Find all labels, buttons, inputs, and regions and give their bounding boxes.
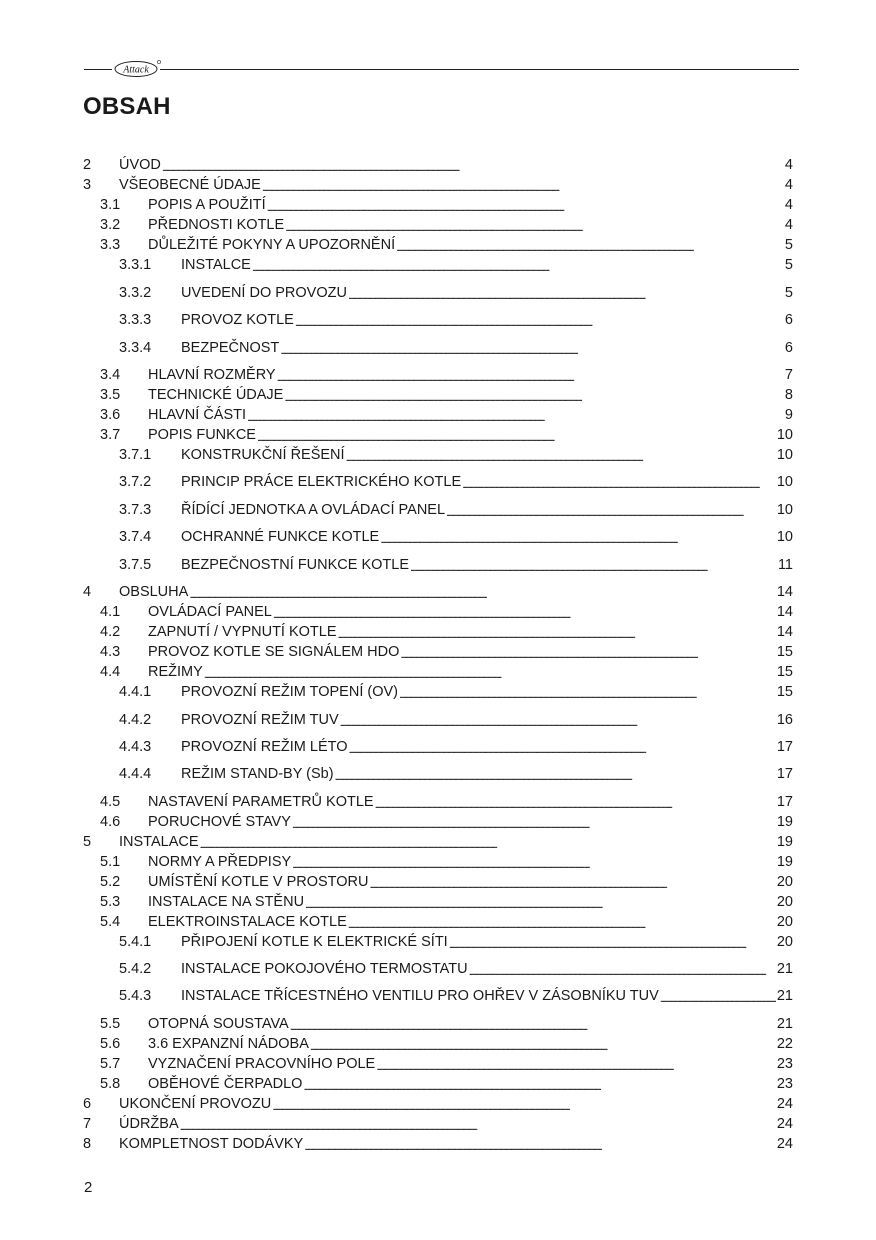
toc-dot-leader	[292, 816, 776, 831]
toc-entry[interactable]	[83, 834, 793, 854]
toc-entry-label: HLAVNÍ ROZMĚRY	[148, 367, 276, 383]
toc-entry-label: POPIS FUNKCE	[148, 427, 256, 443]
toc-dot-leader	[449, 936, 776, 951]
toc-entry-label: VYZNAČENÍ PRACOVNÍHO POLE	[148, 1056, 376, 1072]
toc-entry[interactable]	[83, 257, 793, 277]
toc-entry[interactable]	[83, 934, 793, 954]
toc-entry-number: 5.1	[100, 854, 121, 870]
toc-entry-number: 3	[83, 177, 92, 193]
toc-entry[interactable]	[83, 1136, 793, 1156]
toc-entry-label: INSTALACE POKOJOVÉHO TERMOSTATU	[181, 961, 468, 977]
toc-dot-leader	[272, 1098, 776, 1113]
toc-entry-number: 4.6	[100, 814, 121, 830]
toc-dot-leader	[446, 504, 776, 519]
toc-entry-number: 4.2	[100, 624, 121, 640]
toc-dot-leader	[660, 990, 776, 1005]
toc-entry-page: 24	[776, 1096, 793, 1112]
toc-dot-leader	[375, 796, 776, 811]
toc-entry-page: 15	[776, 644, 793, 660]
toc-entry[interactable]	[83, 367, 793, 387]
toc-dot-leader	[189, 586, 776, 601]
toc-dot-leader	[267, 199, 784, 214]
toc-dot-leader	[277, 369, 784, 384]
toc-entry[interactable]	[83, 664, 793, 684]
toc-dot-leader	[410, 559, 777, 574]
toc-entry-label: INSTALACE TŘÍCESTNÉHO VENTILU PRO OHŘEV V ZÁSOBNÍKU TUV	[181, 988, 659, 1004]
toc-entry-number: 4	[83, 584, 92, 600]
toc-entry-label: PROVOZNÍ REŽIM LÉTO	[181, 739, 348, 755]
toc-entry-number: 8	[83, 1136, 92, 1152]
toc-entry-page: 21	[776, 988, 793, 1004]
toc-entry-page: 24	[776, 1116, 793, 1132]
toc-entry-label: BEZPEČNOSTNÍ FUNKCE KOTLE	[181, 557, 410, 573]
toc-entry-page: 19	[776, 814, 793, 830]
toc-entry[interactable]	[83, 1036, 793, 1056]
toc-entry-number: 7	[83, 1116, 92, 1132]
toc-entry[interactable]	[83, 407, 793, 427]
toc-entry-page: 5	[784, 257, 793, 273]
toc-dot-leader	[305, 896, 776, 911]
toc-entry-label: PROVOZ KOTLE SE SIGNÁLEM HDO	[148, 644, 400, 660]
toc-dot-leader	[200, 836, 776, 851]
toc-entry-label: OCHRANNÉ FUNKCE KOTLE	[181, 529, 380, 545]
toc-entry-page: 6	[784, 340, 793, 356]
toc-entry-number: 5.2	[100, 874, 121, 890]
toc-entry[interactable]	[83, 529, 793, 549]
toc-entry[interactable]	[83, 1076, 793, 1096]
toc-entry-label: ELEKTROINSTALACE KOTLE	[148, 914, 347, 930]
toc-dot-leader	[257, 429, 776, 444]
toc-entry[interactable]	[83, 447, 793, 467]
toc-entry-page: 10	[776, 447, 793, 463]
toc-entry-page: 17	[776, 739, 793, 755]
toc-entry-number: 3.3.3	[119, 312, 152, 328]
toc-dot-leader	[273, 606, 776, 621]
toc-entry-page: 5	[784, 285, 793, 301]
toc-entry[interactable]	[83, 794, 793, 814]
toc-entry-number: 3.7.5	[119, 557, 152, 573]
toc-entry-page: 19	[776, 854, 793, 870]
toc-entry-label: HLAVNÍ ČÁSTI	[148, 407, 247, 423]
toc-entry-label: ŘÍDÍCÍ JEDNOTKA A OVLÁDACÍ PANEL	[181, 502, 446, 518]
page-number: 2	[84, 1179, 93, 1196]
toc-entry-page: 20	[776, 894, 793, 910]
toc-entry-page: 23	[776, 1076, 793, 1092]
toc-entry[interactable]	[83, 684, 793, 704]
toc-dot-leader	[162, 159, 784, 174]
toc-entry-number: 3.7	[100, 427, 121, 443]
toc-entry[interactable]	[83, 217, 793, 237]
toc-entry[interactable]	[83, 387, 793, 407]
toc-dot-leader	[204, 666, 776, 681]
toc-entry[interactable]	[83, 584, 793, 604]
toc-entry-page: 9	[784, 407, 793, 423]
toc-dot-leader	[295, 314, 784, 329]
toc-entry-number: 5	[83, 834, 92, 850]
toc-entry-number: 5.3	[100, 894, 121, 910]
toc-dot-leader	[376, 1058, 776, 1073]
toc-entry[interactable]	[83, 502, 793, 522]
toc-entry-label: UMÍSTĚNÍ KOTLE V PROSTORU	[148, 874, 369, 890]
toc-entry-page: 24	[776, 1136, 793, 1152]
toc-entry-page: 8	[784, 387, 793, 403]
toc-entry-page: 17	[776, 766, 793, 782]
toc-dot-leader	[262, 179, 784, 194]
toc-entry-label: ZAPNUTÍ / VYPNUTÍ KOTLE	[148, 624, 337, 640]
toc-entry-label: INSTALACE NA STĚNU	[148, 894, 305, 910]
toc-entry[interactable]	[83, 312, 793, 332]
toc-dot-leader	[348, 287, 784, 302]
toc-entry-label: POPIS A POUŽITÍ	[148, 197, 266, 213]
toc-dot-leader	[284, 389, 784, 404]
toc-entry-page: 10	[776, 427, 793, 443]
header-rule-left	[84, 69, 112, 70]
toc-entry-number: 3.6	[100, 407, 121, 423]
toc-entry-page: 15	[776, 664, 793, 680]
toc-dot-leader	[380, 531, 776, 546]
toc-entry-number: 3.7.2	[119, 474, 152, 490]
toc-entry-number: 3.5	[100, 387, 121, 403]
toc-dot-leader	[303, 1078, 775, 1093]
toc-entry-page: 21	[776, 961, 793, 977]
toc-entry-number: 4.3	[100, 644, 121, 660]
toc-entry-page: 20	[776, 934, 793, 950]
toc-dot-leader	[469, 963, 776, 978]
toc-entry[interactable]	[83, 340, 793, 360]
toc-entry-number: 3.2	[100, 217, 121, 233]
toc-entry-label: ÚVOD	[119, 157, 161, 173]
toc-entry-number: 5.8	[100, 1076, 121, 1092]
toc-entry-page: 5	[784, 237, 793, 253]
toc-entry-label: NASTAVENÍ PARAMETRŮ KOTLE	[148, 794, 374, 810]
header-rule-right	[160, 69, 799, 70]
toc-entry-page: 22	[776, 1036, 793, 1052]
toc-entry-number: 3.4	[100, 367, 121, 383]
toc-dot-leader	[292, 856, 776, 871]
toc-entry[interactable]	[83, 157, 793, 177]
toc-entry-page: 11	[777, 557, 793, 573]
toc-entry-number: 5.4.3	[119, 988, 152, 1004]
toc-entry-number: 4.4.4	[119, 766, 152, 782]
toc-entry-label: UKONČENÍ PROVOZU	[119, 1096, 272, 1112]
toc-entry-page: 20	[776, 914, 793, 930]
toc-entry-page: 16	[776, 712, 793, 728]
toc-entry-page: 19	[776, 834, 793, 850]
toc-dot-leader	[285, 219, 784, 234]
toc-entry-page: 14	[776, 624, 793, 640]
toc-dot-leader	[252, 259, 784, 274]
toc-entry[interactable]	[83, 644, 793, 664]
toc-entry[interactable]	[83, 814, 793, 834]
toc-entry[interactable]	[83, 874, 793, 894]
toc-entry-page: 20	[776, 874, 793, 890]
toc-entry-number: 4.5	[100, 794, 121, 810]
toc-entry-label: PŘEDNOSTI KOTLE	[148, 217, 285, 233]
toc-entry-label: OBSLUHA	[119, 584, 189, 600]
svg-text:Attack: Attack	[123, 64, 149, 76]
toc-entry-label: PROVOZ KOTLE	[181, 312, 294, 328]
toc-entry-page: 6	[784, 312, 793, 328]
toc-dot-leader	[348, 916, 776, 931]
toc-entry[interactable]	[83, 712, 793, 732]
toc-entry-page: 17	[776, 794, 793, 810]
toc-entry-label: DŮLEŽITÉ POKYNY A UPOZORNĚNÍ	[148, 237, 396, 253]
toc-entry[interactable]	[83, 427, 793, 447]
toc-entry-number: 5.4.2	[119, 961, 152, 977]
toc-entry-label: PORUCHOVÉ STAVY	[148, 814, 291, 830]
toc-dot-leader	[340, 714, 776, 729]
toc-entry-page: 23	[776, 1056, 793, 1072]
toc-entry-label: TECHNICKÉ ÚDAJE	[148, 387, 284, 403]
toc-entry-number: 4.4	[100, 664, 121, 680]
toc-entry-label: KONSTRUKČNÍ ŘEŠENÍ	[181, 447, 345, 463]
toc-entry-label: REŽIMY	[148, 664, 203, 680]
toc-entry-page: 4	[784, 157, 793, 173]
toc-entry-label: OVLÁDACÍ PANEL	[148, 604, 272, 620]
toc-dot-leader	[400, 646, 775, 661]
page-title: OBSAH	[83, 93, 171, 120]
toc-entry-label: OTOPNÁ SOUSTAVA	[148, 1016, 289, 1032]
toc-entry[interactable]	[83, 961, 793, 981]
toc-dot-leader	[346, 449, 776, 464]
toc-dot-leader	[399, 686, 776, 701]
toc-entry-label: PROVOZNÍ REŽIM TOPENÍ (OV)	[181, 684, 398, 700]
toc-dot-leader	[310, 1038, 776, 1053]
toc-dot-leader	[396, 239, 784, 254]
toc-entry[interactable]	[83, 1096, 793, 1116]
toc-entry[interactable]	[83, 177, 793, 197]
toc-entry[interactable]	[83, 1116, 793, 1136]
toc-dot-leader	[304, 1138, 776, 1153]
toc-entry-number: 3.3.2	[119, 285, 152, 301]
toc-entry-page: 15	[776, 684, 793, 700]
toc-entry-page: 4	[784, 197, 793, 213]
toc-entry-number: 3.7.4	[119, 529, 152, 545]
toc-entry[interactable]	[83, 739, 793, 759]
toc-entry[interactable]	[83, 624, 793, 644]
toc-dot-leader	[247, 409, 784, 424]
toc-entry-number: 5.5	[100, 1016, 121, 1032]
toc-entry-label: PŘIPOJENÍ KOTLE K ELEKTRICKÉ SÍTI	[181, 934, 448, 950]
toc-dot-leader	[338, 626, 776, 641]
toc-entry-page: 21	[776, 1016, 793, 1032]
toc-entry-page: 7	[784, 367, 793, 383]
toc-entry-number: 5.7	[100, 1056, 121, 1072]
toc-entry-page: 14	[776, 584, 793, 600]
toc-entry-number: 3.1	[100, 197, 121, 213]
toc-entry-number: 3.7.3	[119, 502, 152, 518]
toc-entry[interactable]	[83, 474, 793, 494]
toc-dot-leader	[462, 476, 776, 491]
toc-entry-number: 5.4.1	[119, 934, 152, 950]
toc-entry-number: 4.4.3	[119, 739, 152, 755]
toc-entry-page: 4	[784, 217, 793, 233]
toc-entry-page: 4	[784, 177, 793, 193]
toc-entry-label: INSTALACE	[119, 834, 199, 850]
toc-entry-label: NORMY A PŘEDPISY	[148, 854, 292, 870]
toc-entry-number: 3.3	[100, 237, 121, 253]
toc-entry-number: 3.3.1	[119, 257, 152, 273]
toc-entry[interactable]	[83, 285, 793, 305]
toc-entry[interactable]	[83, 237, 793, 257]
toc-entry-label: KOMPLETNOST DODÁVKY	[119, 1136, 304, 1152]
toc-entry-page: 14	[776, 604, 793, 620]
toc-entry-number: 3.7.1	[119, 447, 152, 463]
toc-entry-label: INSTALCE	[181, 257, 251, 273]
toc-entry-page: 10	[776, 474, 793, 490]
toc-entry-label: 3.6 EXPANZNÍ NÁDOBA	[148, 1036, 309, 1052]
toc-entry-number: 4.4.1	[119, 684, 152, 700]
toc-entry-number: 4.1	[100, 604, 121, 620]
toc-entry-label: OBĚHOVÉ ČERPADLO	[148, 1076, 303, 1092]
toc-entry[interactable]	[83, 854, 793, 874]
attack-logo-icon	[111, 58, 163, 80]
toc-dot-leader	[180, 1118, 776, 1133]
toc-entry[interactable]	[83, 557, 793, 577]
toc-entry[interactable]	[83, 988, 793, 1008]
toc-dot-leader	[290, 1018, 776, 1033]
toc-entry[interactable]	[83, 197, 793, 217]
toc-entry-number: 5.4	[100, 914, 121, 930]
toc-dot-leader	[349, 741, 776, 756]
toc-entry-page: 10	[776, 529, 793, 545]
toc-dot-leader	[370, 876, 776, 891]
toc-entry[interactable]	[83, 914, 793, 934]
toc-entry-number: 4.4.2	[119, 712, 152, 728]
toc-entry[interactable]	[83, 1056, 793, 1076]
toc-entry[interactable]	[83, 766, 793, 786]
toc-dot-leader	[280, 342, 784, 357]
toc-dot-leader	[335, 768, 776, 783]
toc-entry-page: 10	[776, 502, 793, 518]
toc-entry-number: 2	[83, 157, 92, 173]
toc-entry[interactable]	[83, 894, 793, 914]
toc-entry-number: 3.3.4	[119, 340, 152, 356]
toc-entry-label: ÚDRŽBA	[119, 1116, 179, 1132]
toc-entry-number: 5.6	[100, 1036, 121, 1052]
toc-entry[interactable]	[83, 604, 793, 624]
toc-entry-label: PRINCIP PRÁCE ELEKTRICKÉHO KOTLE	[181, 474, 462, 490]
toc-entry-label: REŽIM STAND-BY (Sb)	[181, 766, 334, 782]
toc-entry-label: VŠEOBECNÉ ÚDAJE	[119, 177, 261, 193]
toc-entry-label: UVEDENÍ DO PROVOZU	[181, 285, 347, 301]
toc-entry-number: 6	[83, 1096, 92, 1112]
toc-entry[interactable]	[83, 1016, 793, 1036]
toc-entry-label: PROVOZNÍ REŽIM TUV	[181, 712, 339, 728]
toc-entry-label: BEZPEČNOST	[181, 340, 280, 356]
